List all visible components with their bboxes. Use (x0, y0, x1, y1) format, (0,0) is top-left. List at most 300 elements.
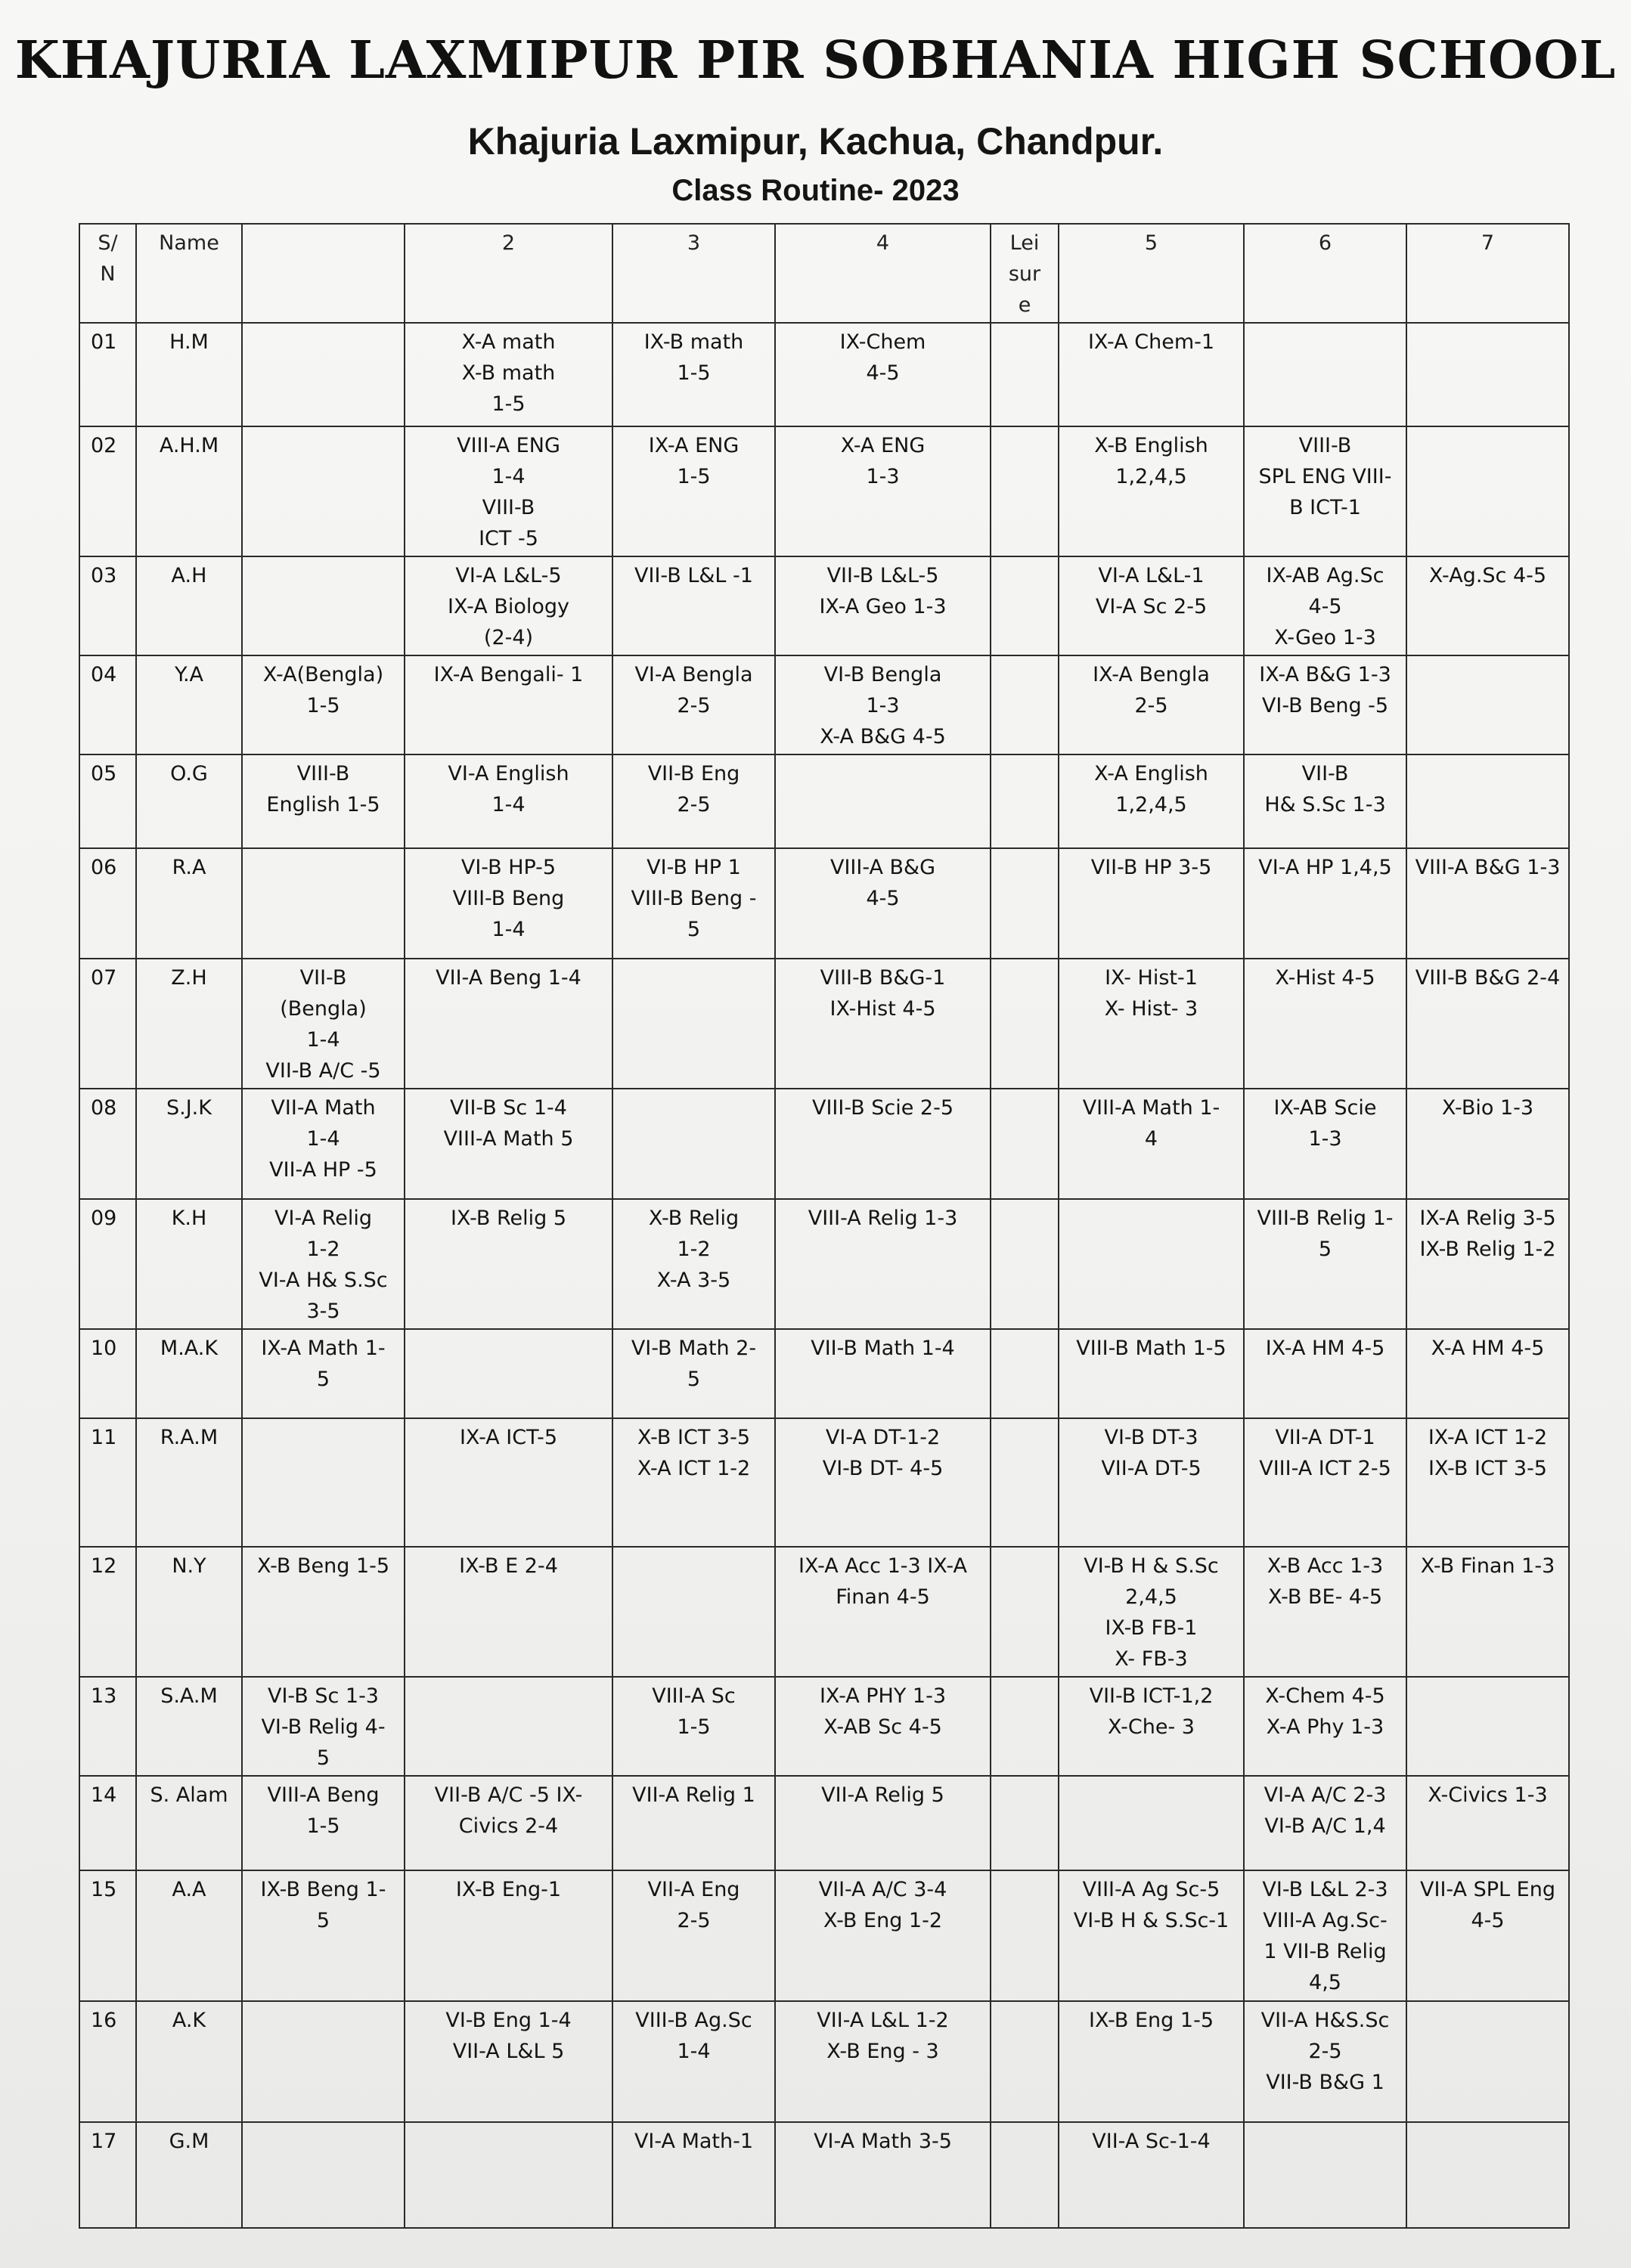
period-cell-text: VI-B HP-5 VIII-B Beng 1-4 (452, 856, 565, 941)
period-cell (242, 655, 405, 754)
period-cell-text: VII-B L&L -1 (634, 564, 753, 587)
period-cell-text: X-Chem 4-5 X-A Phy 1-3 (1265, 1684, 1385, 1739)
period-cell-text: X-Bio 1-3 (1441, 1096, 1534, 1120)
period-cell (242, 1547, 405, 1677)
period-cell (405, 1870, 612, 2001)
period-cell-text: IX-B Eng-1 (455, 1878, 562, 1901)
period-cell-text: VI-B L&L 2-3 VIII-A Ag.Sc- 1 VII-B Relig 4,5 (1262, 1878, 1388, 1994)
period-cell (991, 1776, 1059, 1870)
period-cell (775, 1418, 991, 1547)
period-cell-text: VI-B Eng 1-4 VII-A L&L 5 (445, 2009, 572, 2063)
period-cell (775, 1089, 991, 1199)
period-cell (775, 2001, 991, 2122)
period-cell (612, 1329, 775, 1418)
period-cell-text: VI-A Math-1 (634, 2130, 754, 2153)
period-cell (1406, 1870, 1569, 2001)
period-cell (991, 2122, 1059, 2228)
period-cell-text: VII-B ICT-1,2 X-Che- 3 (1089, 1684, 1214, 1739)
column-header-7 (1059, 224, 1244, 323)
period-cell (1406, 1776, 1569, 1870)
period-cell-text: VII-A Math 1-4 VII-A HP -5 (269, 1096, 377, 1182)
period-cell (991, 1199, 1059, 1329)
period-cell (775, 426, 991, 556)
period-cell (612, 1199, 775, 1329)
table-row (79, 1418, 1569, 1547)
period-cell (775, 323, 991, 426)
period-cell (1244, 1776, 1406, 1870)
period-cell-text: VI-B Math 2- 5 (631, 1337, 757, 1391)
period-cell-text: X-A(Bengla) 1-5 (262, 663, 384, 717)
period-cell (405, 754, 612, 848)
period-cell (1244, 1329, 1406, 1418)
period-cell (612, 1418, 775, 1547)
period-cell (1406, 1677, 1569, 1776)
period-cell-text: VIII-A Sc 1-5 (652, 1684, 736, 1739)
teacher-name-cell: R.A (136, 848, 242, 959)
period-cell (612, 2122, 775, 2228)
period-cell (991, 1089, 1059, 1199)
column-header-label: 4 (876, 231, 890, 255)
period-cell (242, 848, 405, 959)
period-cell (405, 1418, 612, 1547)
period-cell-text: IX-B Beng 1- 5 (260, 1878, 386, 1932)
period-cell-text: IX-B Relig 5 (450, 1207, 567, 1230)
period-cell-text: IX-B math 1-5 (643, 330, 744, 385)
teacher-name-cell: S. Alam (136, 1776, 242, 1870)
period-cell-text: VIII-B B&G 2-4 (1415, 966, 1561, 990)
table-row (79, 655, 1569, 754)
period-cell (612, 848, 775, 959)
period-cell-text: X-B Finan 1-3 (1420, 1554, 1555, 1578)
column-header-5 (775, 224, 991, 323)
period-cell (405, 1089, 612, 1199)
period-cell (1059, 1089, 1244, 1199)
period-cell (242, 426, 405, 556)
period-cell (405, 959, 612, 1089)
period-cell (405, 556, 612, 655)
serial-number-cell: 10 (79, 1329, 136, 1418)
column-header-label: S/ N (98, 231, 118, 286)
column-header-1 (136, 224, 242, 323)
period-cell (1406, 848, 1569, 959)
period-cell-text: VII-B H& S.Sc 1-3 (1264, 762, 1386, 816)
period-cell-text: VIII-A B&G 4-5 (829, 856, 936, 910)
period-cell-text: VII-A H&S.Sc 2-5 VII-B B&G 1 (1260, 2009, 1390, 2094)
table-row (79, 556, 1569, 655)
period-cell (405, 1776, 612, 1870)
column-header-2 (242, 224, 405, 323)
period-cell (1059, 1199, 1244, 1329)
period-cell (1244, 1089, 1406, 1199)
table-row (79, 848, 1569, 959)
period-cell-text: VI-B HP 1 VIII-B Beng - 5 (631, 856, 757, 941)
period-cell (242, 1418, 405, 1547)
period-cell (1406, 556, 1569, 655)
period-cell (991, 959, 1059, 1089)
period-cell-text: VI-B DT-3 VII-A DT-5 (1101, 1426, 1202, 1480)
period-cell-text: VI-A HP 1,4,5 (1258, 856, 1392, 879)
period-cell (242, 556, 405, 655)
serial-number-cell: 02 (79, 426, 136, 556)
period-cell (775, 959, 991, 1089)
period-cell-text: IX-A PHY 1-3 X-AB Sc 4-5 (819, 1684, 947, 1739)
period-cell (1244, 754, 1406, 848)
table-row (79, 1089, 1569, 1199)
period-cell (1244, 556, 1406, 655)
column-header-label: 3 (687, 231, 701, 255)
period-cell-text: X-Civics 1-3 (1428, 1783, 1548, 1807)
period-cell-text: VII-A SPL Eng 4-5 (1420, 1878, 1555, 1932)
serial-number-cell: 08 (79, 1089, 136, 1199)
period-cell (1059, 426, 1244, 556)
period-cell (1059, 2122, 1244, 2228)
period-cell-text: VII-B A/C -5 IX- Civics 2-4 (434, 1783, 583, 1838)
period-cell (775, 1329, 991, 1418)
period-cell-text: IX-Chem 4-5 (839, 330, 926, 385)
period-cell-text: IX-AB Ag.Sc 4-5 X-Geo 1-3 (1266, 564, 1384, 649)
teacher-name-cell: Y.A (136, 655, 242, 754)
period-cell (991, 1677, 1059, 1776)
period-cell-text: VIII-B English 1-5 (266, 762, 380, 816)
teacher-name-cell: R.A.M (136, 1418, 242, 1547)
period-cell-text: VI-A Bengla 2-5 (634, 663, 753, 717)
period-cell-text: X-A math X-B math 1-5 (461, 330, 556, 416)
period-cell (1406, 426, 1569, 556)
period-cell-text: X-Ag.Sc 4-5 (1428, 564, 1547, 587)
period-cell (612, 2001, 775, 2122)
teacher-name-cell: A.A (136, 1870, 242, 2001)
serial-number-cell: 17 (79, 2122, 136, 2228)
period-cell (1406, 1418, 1569, 1547)
period-cell (242, 1677, 405, 1776)
period-cell (1059, 1776, 1244, 1870)
period-cell-text: VI-A Math 3-5 (814, 2130, 952, 2153)
period-cell (991, 848, 1059, 959)
period-cell-text: VIII-A ENG 1-4 VIII-B ICT -5 (457, 434, 560, 550)
serial-number-cell: 12 (79, 1547, 136, 1677)
column-header-0 (79, 224, 136, 323)
column-header-label: Lei sur e (1008, 231, 1041, 317)
period-cell-text: X-A HM 4-5 (1431, 1337, 1545, 1360)
period-cell (1406, 959, 1569, 1089)
period-cell-text: VIII-A Math 1- 4 (1082, 1096, 1220, 1151)
period-cell (775, 848, 991, 959)
header-row (79, 224, 1569, 323)
period-cell-text: VIII-B B&G-1 IX-Hist 4-5 (820, 966, 946, 1021)
period-cell-text: IX-A ICT-5 (459, 1426, 558, 1449)
period-cell (1059, 1547, 1244, 1677)
period-cell (405, 1677, 612, 1776)
table-row (79, 1776, 1569, 1870)
period-cell-text: IX-B E 2-4 (459, 1554, 558, 1578)
period-cell (242, 2001, 405, 2122)
period-cell (405, 2001, 612, 2122)
period-cell (242, 1089, 405, 1199)
period-cell (1406, 1547, 1569, 1677)
period-cell (612, 556, 775, 655)
period-cell-text: VII-B Sc 1-4 VIII-A Math 5 (443, 1096, 574, 1151)
period-cell (242, 1199, 405, 1329)
period-cell-text: VIII-A Beng 1-5 (267, 1783, 380, 1838)
school-address: Khajuria Laxmipur, Kachua, Chandpur. (467, 120, 1164, 163)
teacher-name-cell: K.H (136, 1199, 242, 1329)
period-cell-text: VII-A Beng 1-4 (436, 966, 581, 990)
table-row (79, 2122, 1569, 2228)
routine-table (79, 223, 1570, 2229)
table-row (79, 1547, 1569, 1677)
period-cell (1059, 848, 1244, 959)
period-cell (1244, 848, 1406, 959)
period-cell-text: IX-A ICT 1-2 IX-B ICT 3-5 (1428, 1426, 1548, 1480)
teacher-name-cell: M.A.K (136, 1329, 242, 1418)
teacher-name-cell: N.Y (136, 1547, 242, 1677)
period-cell-text: IX-A Math 1- 5 (261, 1337, 386, 1391)
serial-number-cell: 16 (79, 2001, 136, 2122)
period-cell-text: X-A ENG 1-3 (840, 434, 926, 488)
period-cell (242, 1870, 405, 2001)
period-cell-text: VII-A Relig 5 (821, 1783, 944, 1807)
column-header-label: 7 (1481, 231, 1495, 255)
period-cell (1244, 323, 1406, 426)
period-cell (612, 426, 775, 556)
period-cell-text: VIII-B SPL ENG VIII- B ICT-1 (1258, 434, 1392, 519)
period-cell-text: VI-B Bengla 1-3 X-A B&G 4-5 (820, 663, 946, 748)
column-header-4 (612, 224, 775, 323)
period-cell (1406, 2001, 1569, 2122)
period-cell-text: VII-B Math 1-4 (811, 1337, 955, 1360)
period-cell-text: VI-A L&L-5 IX-A Biology (2-4) (448, 564, 569, 649)
period-cell-text: VII-A A/C 3-4 X-B Eng 1-2 (818, 1878, 947, 1932)
teacher-name-cell: S.A.M (136, 1677, 242, 1776)
period-cell-text: IX-A B&G 1-3 VI-B Beng -5 (1259, 663, 1391, 717)
table-row (79, 1677, 1569, 1776)
period-cell-text: VI-B Sc 1-3 VI-B Relig 4- 5 (261, 1684, 386, 1770)
period-cell-text: IX-A Acc 1-3 IX-A Finan 4-5 (798, 1554, 967, 1609)
period-cell (405, 1199, 612, 1329)
period-cell-text: VIII-B Relig 1- 5 (1257, 1207, 1394, 1261)
period-cell (1059, 2001, 1244, 2122)
period-cell (991, 1870, 1059, 2001)
period-cell-text: VIII-A B&G 1-3 (1415, 856, 1561, 879)
period-cell-text: X-Hist 4-5 (1275, 966, 1375, 990)
period-cell-text: IX-A Bengla 2-5 (1093, 663, 1210, 717)
period-cell-text: IX-B Eng 1-5 (1089, 2009, 1214, 2032)
period-cell-text: VI-A L&L-1 VI-A Sc 2-5 (1095, 564, 1208, 618)
period-cell (612, 754, 775, 848)
teacher-name-cell: H.M (136, 323, 242, 426)
teacher-name-cell: G.M (136, 2122, 242, 2228)
period-cell (775, 1199, 991, 1329)
period-cell (1406, 1329, 1569, 1418)
serial-number-cell: 09 (79, 1199, 136, 1329)
period-cell (991, 1418, 1059, 1547)
period-cell (405, 2122, 612, 2228)
period-cell (1059, 1329, 1244, 1418)
period-cell-text: IX-A HM 4-5 (1265, 1337, 1385, 1360)
period-cell (1059, 655, 1244, 754)
serial-number-cell: 03 (79, 556, 136, 655)
column-header-label: 6 (1318, 231, 1332, 255)
period-cell (1244, 1199, 1406, 1329)
routine-body (79, 323, 1569, 2228)
period-cell-text: X-B Relig 1-2 X-A 3-5 (648, 1207, 740, 1292)
table-row (79, 959, 1569, 1089)
period-cell-text: IX-A ENG 1-5 (648, 434, 740, 488)
teacher-name-cell: A.H (136, 556, 242, 655)
column-header-label: 5 (1144, 231, 1158, 255)
period-cell-text: VI-B H & S.Sc 2,4,5 IX-B FB-1 X- FB-3 (1084, 1554, 1219, 1671)
period-cell-text: VII-A Eng 2-5 (647, 1878, 740, 1932)
period-cell (1244, 1870, 1406, 2001)
period-cell (1406, 2122, 1569, 2228)
period-cell-text: X-B Beng 1-5 (256, 1554, 390, 1578)
period-cell (775, 556, 991, 655)
period-cell (1059, 959, 1244, 1089)
period-cell (1406, 655, 1569, 754)
period-cell (1244, 1418, 1406, 1547)
period-cell (775, 655, 991, 754)
period-cell (1406, 1199, 1569, 1329)
serial-number-cell: 06 (79, 848, 136, 959)
period-cell-text: VI-A Relig 1-2 VI-A H& S.Sc 3-5 (259, 1207, 388, 1323)
period-cell (405, 655, 612, 754)
column-header-8 (1244, 224, 1406, 323)
teacher-name-cell: A.K (136, 2001, 242, 2122)
table-row (79, 1870, 1569, 2001)
column-header-3 (405, 224, 612, 323)
period-cell (991, 323, 1059, 426)
period-cell-text: X-B English 1,2,4,5 (1094, 434, 1208, 488)
period-cell-text: VIII-B Scie 2-5 (811, 1096, 954, 1120)
period-cell (1244, 2122, 1406, 2228)
period-cell (991, 1547, 1059, 1677)
period-cell (612, 655, 775, 754)
serial-number-cell: 11 (79, 1418, 136, 1547)
table-row (79, 323, 1569, 426)
period-cell (612, 959, 775, 1089)
period-cell (612, 1776, 775, 1870)
period-cell (1244, 2001, 1406, 2122)
period-cell (991, 556, 1059, 655)
period-cell (612, 1547, 775, 1677)
period-cell (242, 754, 405, 848)
period-cell (242, 2122, 405, 2228)
table-row (79, 1329, 1569, 1418)
period-cell (1059, 754, 1244, 848)
serial-number-cell: 13 (79, 1677, 136, 1776)
period-cell (242, 1776, 405, 1870)
serial-number-cell: 01 (79, 323, 136, 426)
period-cell-text: VI-A DT-1-2 VI-B DT- 4-5 (822, 1426, 944, 1480)
routine-title: Class Routine- 2023 (671, 174, 960, 207)
period-cell (775, 1547, 991, 1677)
period-cell-text: IX-A Bengali- 1 (433, 663, 584, 686)
period-cell (612, 1677, 775, 1776)
teacher-name-cell: O.G (136, 754, 242, 848)
period-cell-text: IX-A Chem-1 (1087, 330, 1215, 354)
period-cell-text: VII-A Sc-1-4 (1092, 2130, 1211, 2153)
teacher-name-cell: Z.H (136, 959, 242, 1089)
table-row (79, 426, 1569, 556)
school-name: KHAJURIA LAXMIPUR PIR SOBHANIA HIGH SCHOOL (14, 30, 1617, 91)
column-header-6 (991, 224, 1059, 323)
period-cell (242, 323, 405, 426)
table-row (79, 1199, 1569, 1329)
period-cell (405, 1329, 612, 1418)
period-cell (612, 1089, 775, 1199)
serial-number-cell: 15 (79, 1870, 136, 2001)
period-cell (1406, 1089, 1569, 1199)
period-cell-text: VII-A Relig 1 (632, 1783, 755, 1807)
period-cell (612, 1870, 775, 2001)
period-cell (775, 1677, 991, 1776)
period-cell (242, 959, 405, 1089)
serial-number-cell: 07 (79, 959, 136, 1089)
period-cell (1244, 655, 1406, 754)
column-header-label: Name (159, 231, 219, 255)
period-cell-text: VI-A English 1-4 (448, 762, 569, 816)
period-cell-text: IX-AB Scie 1-3 (1273, 1096, 1377, 1151)
period-cell-text: VII-B (Bengla) 1-4 VII-B A/C -5 (265, 966, 381, 1083)
period-cell (1059, 1418, 1244, 1547)
period-cell-text: VI-A A/C 2-3 VI-B A/C 1,4 (1264, 1783, 1387, 1838)
period-cell (1244, 1677, 1406, 1776)
table-row (79, 2001, 1569, 2122)
period-cell (775, 1776, 991, 1870)
period-cell-text: VIII-A Ag Sc-5 VI-B H & S.Sc-1 (1073, 1878, 1229, 1932)
period-cell (991, 754, 1059, 848)
period-cell-text: IX- Hist-1 X- Hist- 3 (1104, 966, 1198, 1021)
period-cell (775, 1870, 991, 2001)
period-cell-text: VII-B Eng 2-5 (647, 762, 740, 816)
period-cell (405, 1547, 612, 1677)
period-cell (991, 1329, 1059, 1418)
period-cell-text: VIII-B Ag.Sc 1-4 (635, 2009, 752, 2063)
column-header-label: 2 (501, 231, 516, 255)
period-cell (991, 655, 1059, 754)
period-cell (405, 323, 612, 426)
period-cell (1059, 323, 1244, 426)
period-cell (612, 323, 775, 426)
period-cell-text: VIII-B Math 1-5 (1076, 1337, 1226, 1360)
column-header-9 (1406, 224, 1569, 323)
table-row (79, 754, 1569, 848)
serial-number-cell: 05 (79, 754, 136, 848)
period-cell (405, 426, 612, 556)
period-cell (775, 2122, 991, 2228)
period-cell-text: X-B Acc 1-3 X-B BE- 4-5 (1267, 1554, 1384, 1609)
period-cell (1059, 1870, 1244, 2001)
period-cell-text: VII-A DT-1 VIII-A ICT 2-5 (1259, 1426, 1391, 1480)
period-cell-text: VIII-A Relig 1-3 (808, 1207, 958, 1230)
serial-number-cell: 04 (79, 655, 136, 754)
period-cell (405, 848, 612, 959)
period-cell (991, 2001, 1059, 2122)
teacher-name-cell: S.J.K (136, 1089, 242, 1199)
teacher-name-cell: A.H.M (136, 426, 242, 556)
period-cell (991, 426, 1059, 556)
serial-number-cell: 14 (79, 1776, 136, 1870)
period-cell (242, 1329, 405, 1418)
period-cell (1059, 1677, 1244, 1776)
period-cell-text: VII-B HP 3-5 (1090, 856, 1212, 879)
period-cell (1406, 754, 1569, 848)
period-cell (1244, 959, 1406, 1089)
period-cell-text: IX-A Relig 3-5 IX-B Relig 1-2 (1419, 1207, 1556, 1261)
period-cell (775, 754, 991, 848)
period-cell-text: X-B ICT 3-5 X-A ICT 1-2 (637, 1426, 751, 1480)
period-cell (1406, 323, 1569, 426)
